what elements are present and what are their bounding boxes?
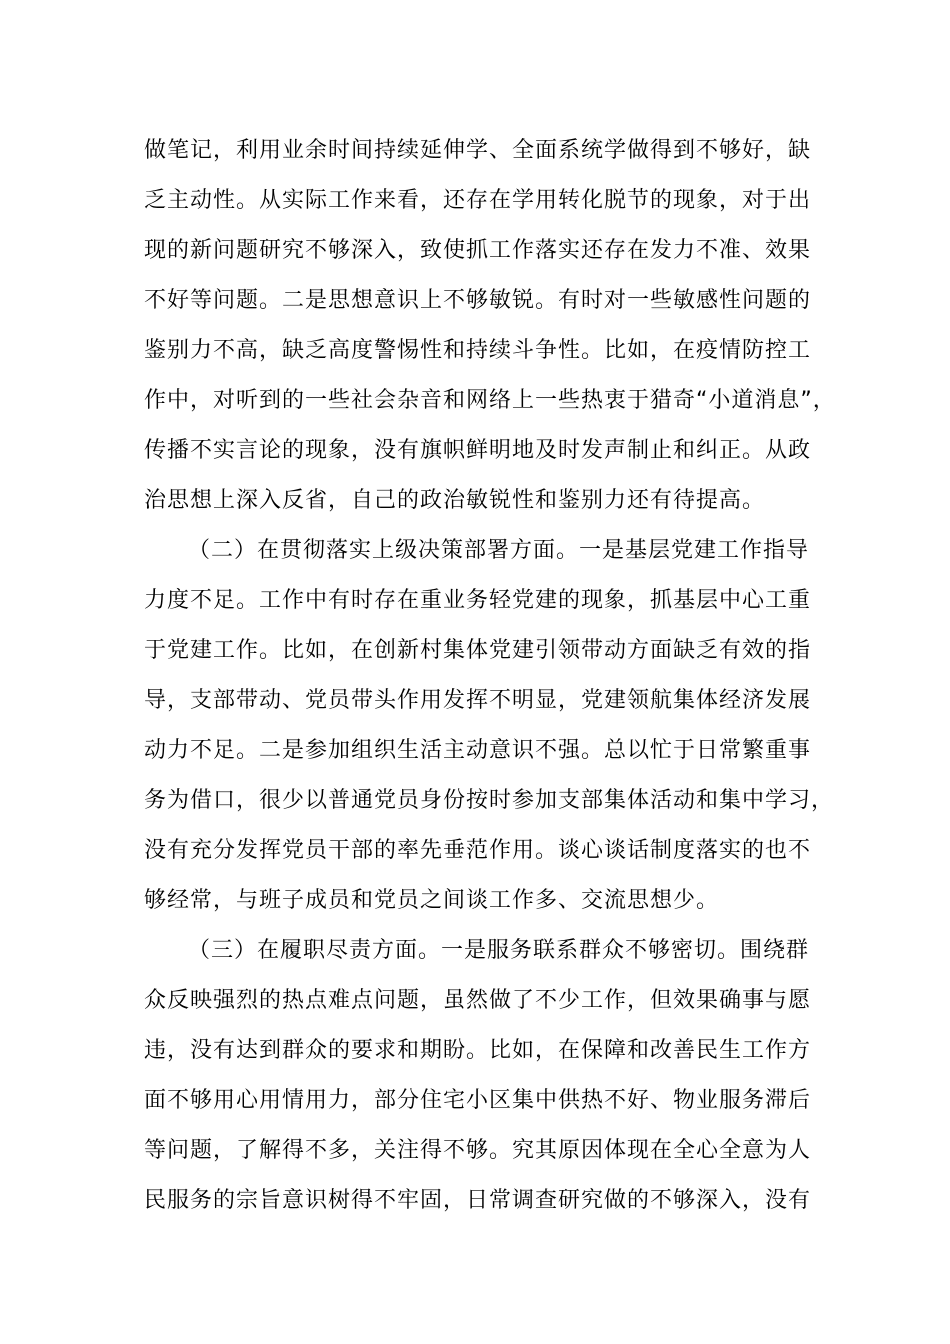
section-heading-line: （三）在履职尽责方面。一是服务联系群众不够密切。围绕群 <box>188 938 810 963</box>
text-line: 动力不足。二是参加组织生活主动意识不强。总以忙于日常繁重事 <box>144 738 812 763</box>
section-heading-line: （二）在贯彻落实上级决策部署方面。一是基层党建工作指导 <box>188 538 810 563</box>
text-line: 乏主动性。从实际工作来看，还存在学用转化脱节的现象，对于出 <box>144 188 812 213</box>
text-line: 民服务的宗旨意识树得不牢固，日常调查研究做的不够深入，没有 <box>144 1188 812 1213</box>
text-line: 众反映强烈的热点难点问题，虽然做了不少工作，但效果确事与愿 <box>144 988 812 1013</box>
text-line: 导，支部带动、党员带头作用发挥不明显，党建领航集体经济发展 <box>144 688 812 713</box>
text-line: 于党建工作。比如，在创新村集体党建引领带动方面缺乏有效的指 <box>144 638 812 663</box>
text-line: 作中，对听到的一些社会杂音和网络上一些热衷于猎奇“小道消息”， <box>144 388 836 413</box>
text-line: 违，没有达到群众的要求和期盼。比如，在保障和改善民生工作方 <box>144 1038 812 1063</box>
body-text <box>144 126 834 1226</box>
text-line: 没有充分发挥党员干部的率先垂范作用。谈心谈话制度落实的也不 <box>144 838 812 863</box>
text-line: 面不够用心用情用力，部分住宅小区集中供热不好、物业服务滞后 <box>144 1088 812 1113</box>
text-line: 力度不足。工作中有时存在重业务轻党建的现象，抓基层中心工重 <box>144 588 812 613</box>
text-line: 等问题，了解得不多，关注得不够。究其原因体现在全心全意为人 <box>144 1138 812 1163</box>
text-line: 传播不实言论的现象，没有旗帜鲜明地及时发声制止和纠正。从政 <box>144 438 812 463</box>
text-line: 不好等问题。二是思想意识上不够敏锐。有时对一些敏感性问题的 <box>144 288 812 313</box>
text-line: 鉴别力不高，缺乏高度警惕性和持续斗争性。比如，在疫情防控工 <box>144 338 812 363</box>
text-line: 治思想上深入反省，自己的政治敏锐性和鉴别力还有待提高。 <box>144 488 766 513</box>
text-line: 务为借口，很少以普通党员身份按时参加支部集体活动和集中学习， <box>144 788 835 813</box>
text-line: 做笔记，利用业余时间持续延伸学、全面系统学做得到不够好，缺 <box>144 138 812 163</box>
text-line: 够经常，与班子成员和党员之间谈工作多、交流思想少。 <box>144 888 720 913</box>
text-line: 现的新问题研究不够深入，致使抓工作落实还存在发力不准、效果 <box>144 238 812 263</box>
